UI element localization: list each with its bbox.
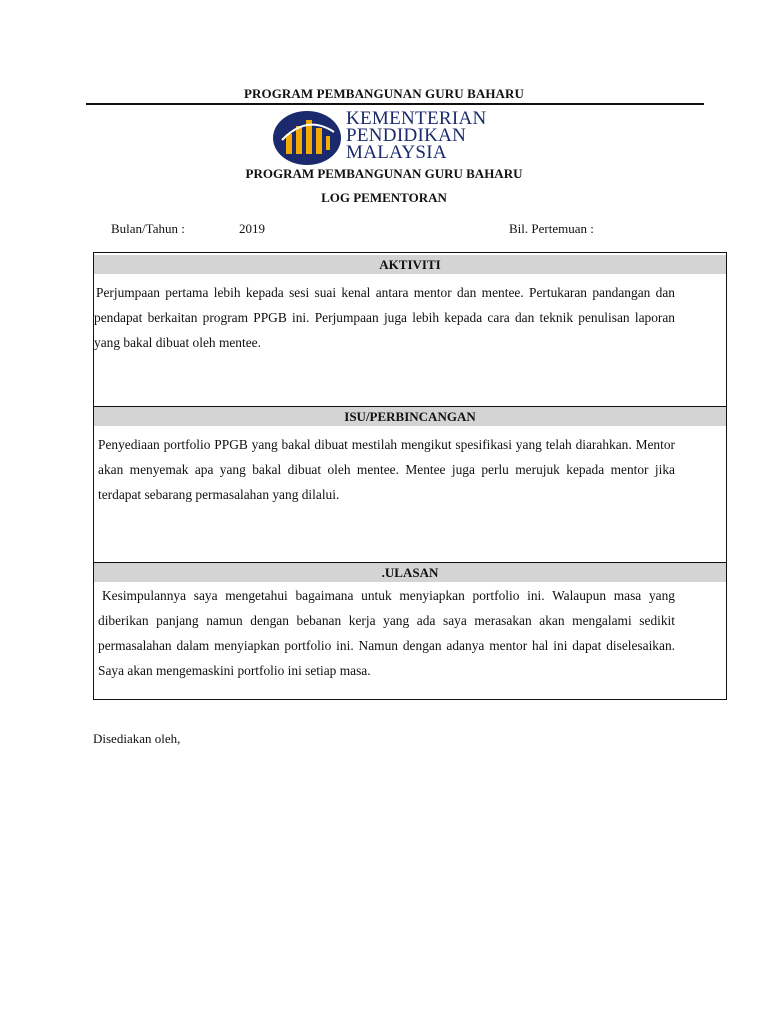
- ministry-emblem-icon: [272, 110, 342, 166]
- aktiviti-heading: AKTIVITI: [94, 255, 726, 274]
- month-year-label: Bulan/Tahun :: [111, 221, 185, 236]
- prepared-by-label: Disediakan oleh,: [93, 731, 181, 746]
- logo-line-3: MALAYSIA: [346, 142, 447, 163]
- ministry-logo: [270, 110, 510, 166]
- header-divider: [86, 103, 704, 105]
- meeting-number-label: Bil. Pertemuan :: [509, 221, 594, 236]
- ulasan-heading: .ULASAN: [94, 563, 726, 582]
- program-title: PROGRAM PEMBANGUNAN GURU BAHARU: [245, 166, 523, 181]
- isu-body: [98, 432, 675, 507]
- month-year-value: 2019: [239, 221, 265, 236]
- isu-heading: ISU/PERBINCANGAN: [94, 407, 726, 426]
- header-title: PROGRAM PEMBANGUNAN GURU BAHARU: [243, 86, 525, 101]
- ulasan-body: [98, 583, 675, 683]
- logo-wordmark: [346, 110, 487, 161]
- log-title: LOG PEMENTORAN: [321, 190, 447, 205]
- logo-line-2: PENDIDIKAN: [346, 125, 467, 146]
- logo-line-1: KEMENTERIAN: [346, 108, 487, 129]
- ulasan-text: Kesimpulannya saya mengetahui bagaimana untuk menyiapkan portfolio ini. Walaupun masa yang diberikan panjang namun dengan bebanan kerja yang ada saya merasakan akan mengalami sedikit permasalahan dalam menyiapkan portfolio ini. Namun dengan adanya mentor hal ini dapat diselesaikan. Saya akan mengemaskini portfolio ini setiap masa.: [98, 588, 675, 678]
- aktiviti-text: Perjumpaan pertama lebih kepada sesi suai kenal antara mentor dan mentee. Pertukaran pandangan dan pendapat berkaitan program PPGB ini. Perjumpaan juga lebih kepada cara dan teknik penulisan laporan yang bakal dibuat oleh mentee.: [94, 285, 675, 350]
- aktiviti-body: [94, 280, 675, 355]
- isu-text: Penyediaan portfolio PPGB yang bakal dibuat mestilah mengikut spesifikasi yang telah diarahkan. Mentor akan menyemak apa yang bakal dibuat oleh mentee. Mentee juga perlu merujuk kepada mentor jika terdapat sebarang permasalahan yang dilalui.: [98, 437, 675, 502]
